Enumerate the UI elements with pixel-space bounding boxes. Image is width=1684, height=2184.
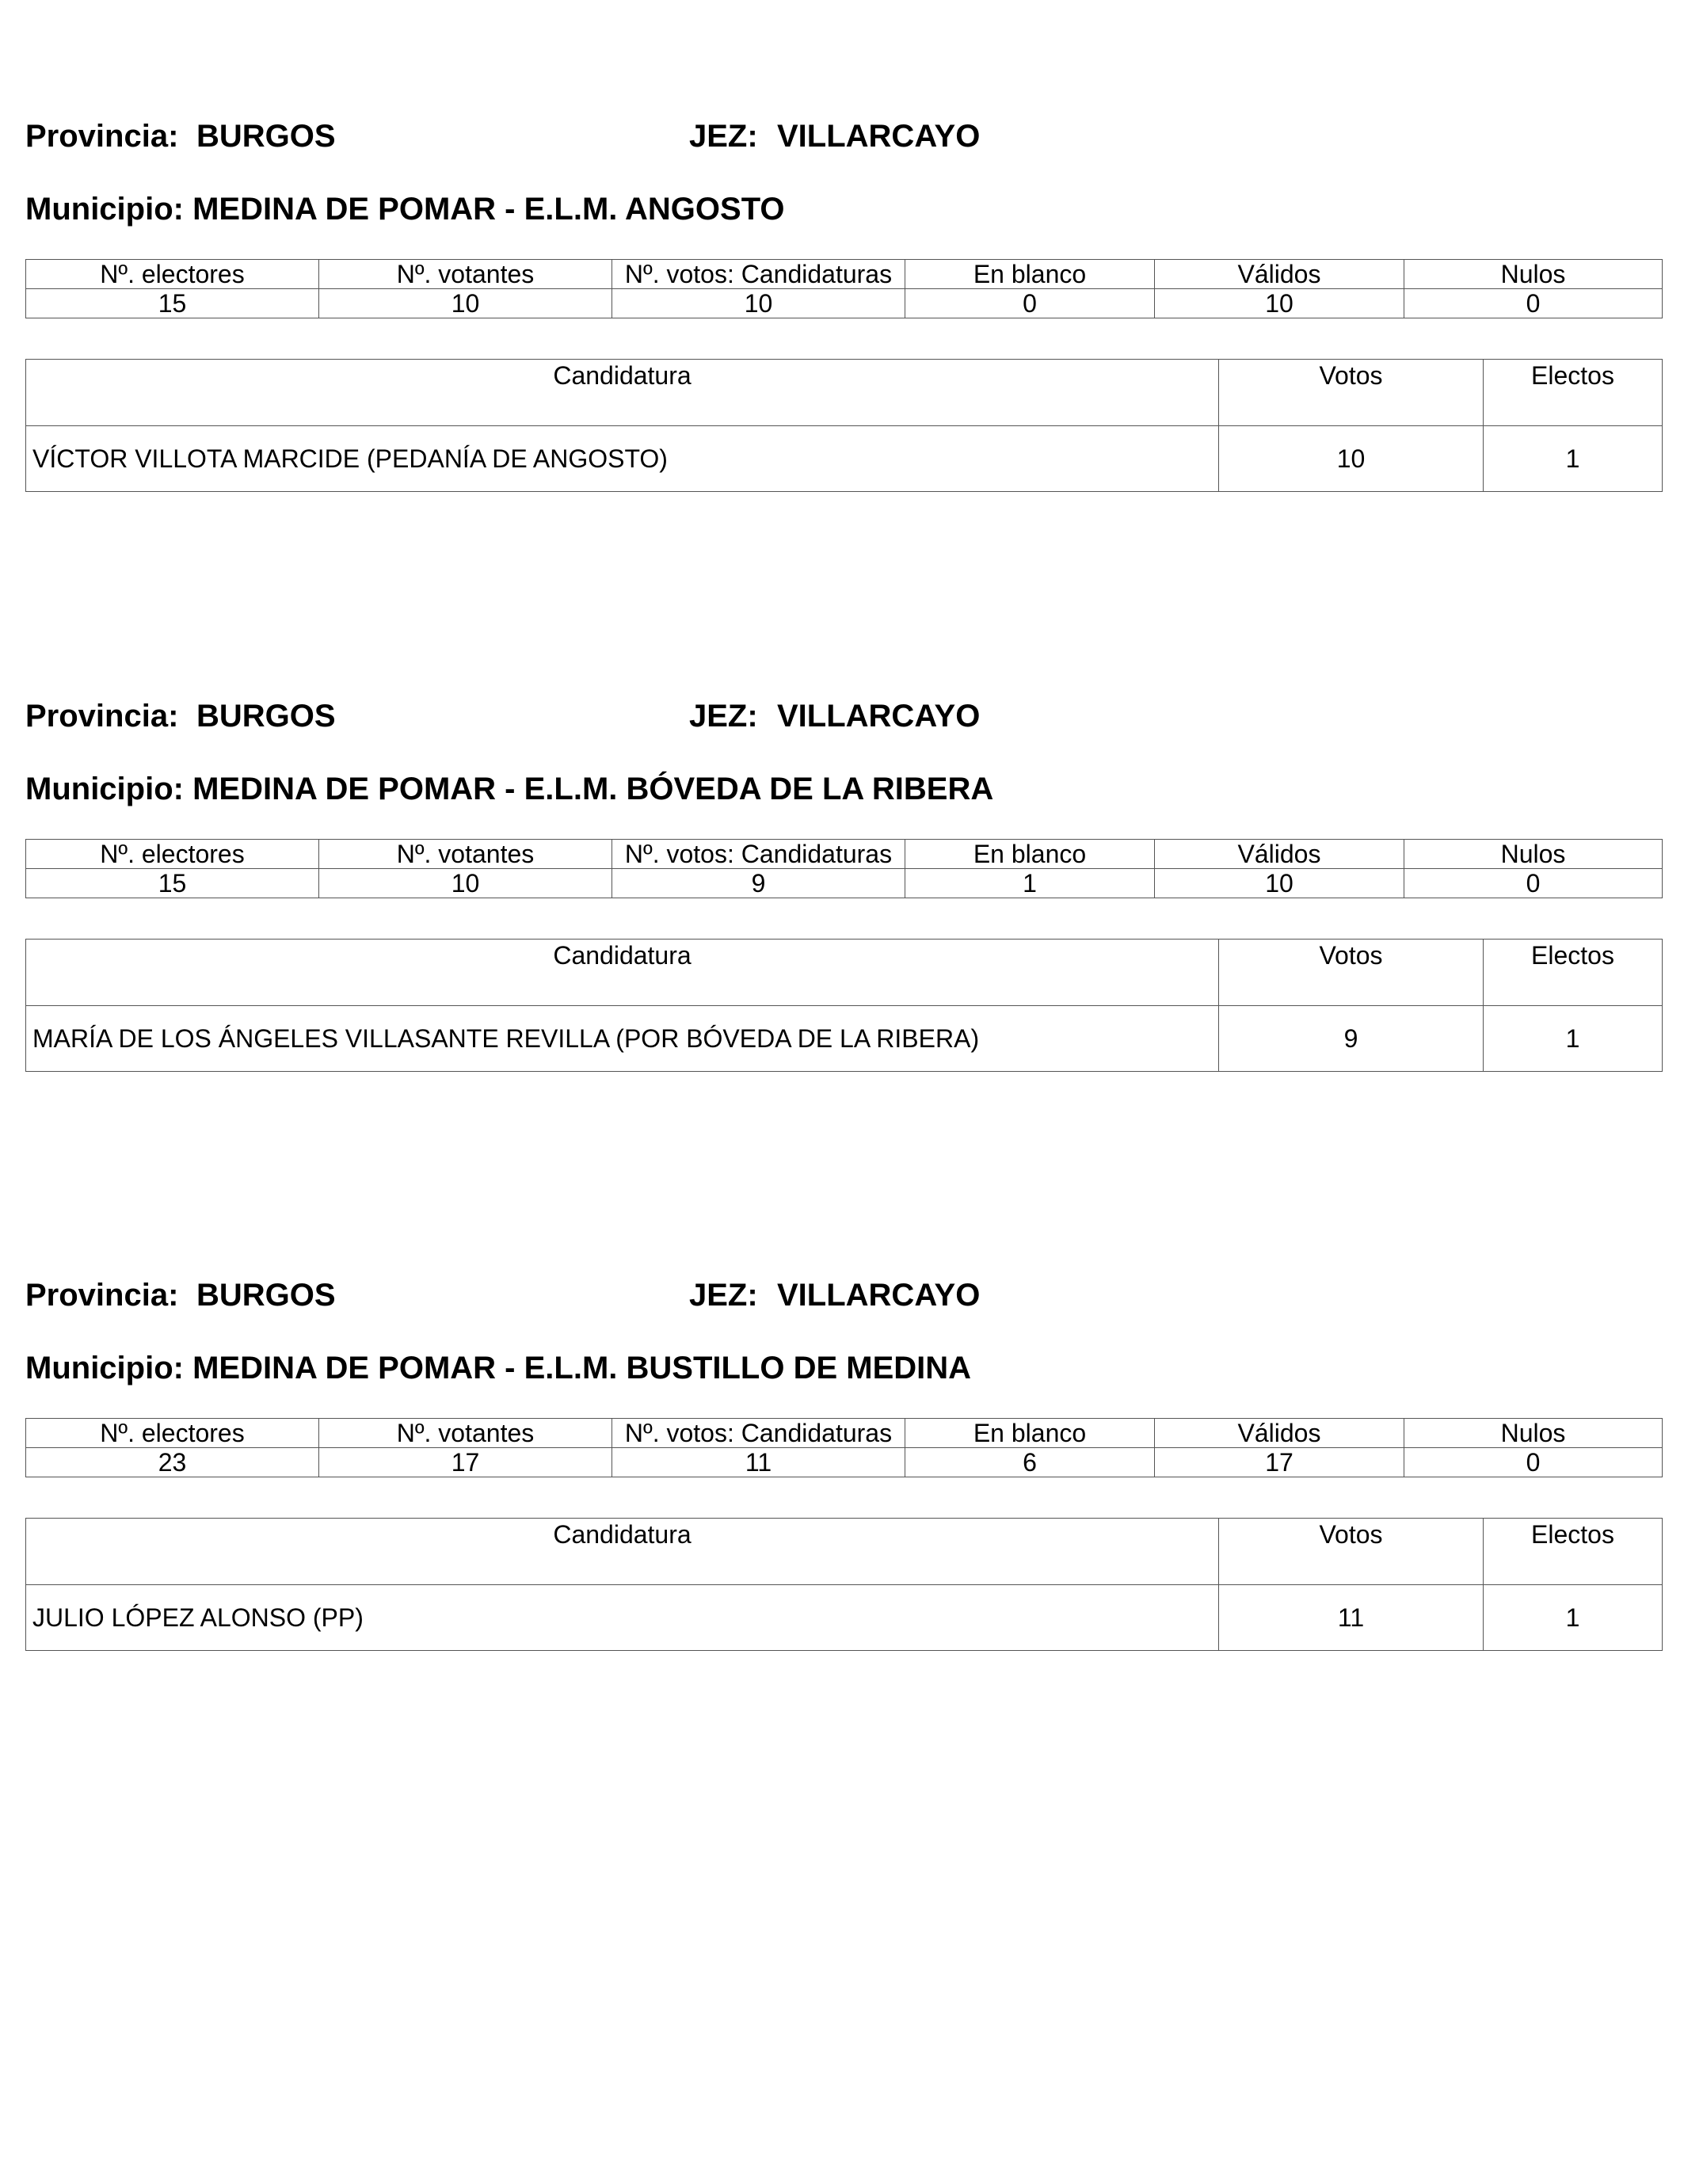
section-header [25, 119, 1662, 166]
header-votos-candidaturas: Nº. votos: Candidaturas [612, 840, 905, 869]
stats-value-row [26, 289, 1663, 318]
candidatura-votos: 11 [1219, 1585, 1484, 1651]
section-angosto [25, 119, 1662, 473]
section-header [25, 1278, 1662, 1325]
header-electos: Electos [1484, 1519, 1663, 1585]
municipio-label: Municipio: [25, 772, 184, 806]
value-votos-candidaturas: 9 [612, 869, 905, 898]
jez-label: JEZ: [689, 119, 758, 154]
header-votantes: Nº. votantes [319, 1419, 612, 1448]
jez-label: JEZ: [689, 699, 758, 734]
municipio-line [25, 1351, 971, 1386]
header-validos: Válidos [1155, 840, 1404, 869]
value-en-blanco: 1 [905, 869, 1155, 898]
value-votos-candidaturas: 11 [612, 1448, 905, 1477]
candidatura-name: VÍCTOR VILLOTA MARCIDE (PEDANÍA DE ANGOSTO) [26, 426, 1219, 492]
provincia-value: BURGOS [196, 699, 336, 734]
municipio-label: Municipio: [25, 192, 184, 227]
municipio-line [25, 192, 785, 227]
candidatura-row [26, 426, 1663, 492]
header-votos-candidaturas: Nº. votos: Candidaturas [612, 260, 905, 289]
header-nulos: Nulos [1404, 1419, 1663, 1448]
header-candidatura: Candidatura [26, 360, 1219, 426]
value-electores: 23 [26, 1448, 319, 1477]
value-validos: 10 [1155, 869, 1404, 898]
header-votos: Votos [1219, 1519, 1484, 1585]
candidatura-table [25, 939, 1663, 1072]
municipio-line [25, 772, 993, 807]
stats-table [25, 839, 1663, 898]
header-validos: Válidos [1155, 260, 1404, 289]
candidatura-header-row [26, 360, 1663, 426]
value-en-blanco: 0 [905, 289, 1155, 318]
candidatura-table [25, 359, 1663, 492]
header-votos: Votos [1219, 360, 1484, 426]
header-electores: Nº. electores [26, 260, 319, 289]
value-en-blanco: 6 [905, 1448, 1155, 1477]
value-votantes: 10 [319, 289, 612, 318]
header-votos-candidaturas: Nº. votos: Candidaturas [612, 1419, 905, 1448]
header-electores: Nº. electores [26, 840, 319, 869]
candidatura-row [26, 1006, 1663, 1072]
candidatura-electos: 1 [1484, 1006, 1663, 1072]
header-nulos: Nulos [1404, 840, 1663, 869]
municipio-value: MEDINA DE POMAR - E.L.M. BUSTILLO DE MEDINA [192, 1351, 972, 1385]
jez-label: JEZ: [689, 1278, 758, 1313]
provincia-label: Provincia: [25, 119, 179, 154]
candidatura-name: JULIO LÓPEZ ALONSO (PP) [26, 1585, 1219, 1651]
candidatura-header-row [26, 940, 1663, 1006]
header-electores: Nº. electores [26, 1419, 319, 1448]
header-votos: Votos [1219, 940, 1484, 1006]
header-validos: Válidos [1155, 1419, 1404, 1448]
header-en-blanco: En blanco [905, 1419, 1155, 1448]
municipio-value: MEDINA DE POMAR - E.L.M. BÓVEDA DE LA RIBERA [192, 772, 994, 806]
stats-value-row [26, 1448, 1663, 1477]
jez-value: VILLARCAYO [777, 1278, 981, 1313]
header-nulos: Nulos [1404, 260, 1663, 289]
header-candidatura: Candidatura [26, 940, 1219, 1006]
stats-header-row [26, 840, 1663, 869]
value-nulos: 0 [1404, 1448, 1663, 1477]
value-validos: 17 [1155, 1448, 1404, 1477]
stats-table [25, 1418, 1663, 1477]
section-header [25, 699, 1662, 746]
header-en-blanco: En blanco [905, 260, 1155, 289]
stats-header-row [26, 1419, 1663, 1448]
candidatura-electos: 1 [1484, 426, 1663, 492]
jez-value: VILLARCAYO [777, 699, 981, 734]
municipio-value: MEDINA DE POMAR - E.L.M. ANGOSTO [192, 192, 785, 227]
stats-value-row [26, 869, 1663, 898]
candidatura-votos: 9 [1219, 1006, 1484, 1072]
header-votantes: Nº. votantes [319, 260, 612, 289]
stats-header-row [26, 260, 1663, 289]
provincia-label: Provincia: [25, 699, 179, 734]
provincia-value: BURGOS [196, 1278, 336, 1313]
value-votantes: 17 [319, 1448, 612, 1477]
section-bustillo-de-medina [25, 1278, 1662, 1632]
provincia-value: BURGOS [196, 119, 336, 154]
value-electores: 15 [26, 289, 319, 318]
section-boveda-de-la-ribera [25, 699, 1662, 1053]
municipio-label: Municipio: [25, 1351, 184, 1385]
value-electores: 15 [26, 869, 319, 898]
header-electos: Electos [1484, 360, 1663, 426]
value-votos-candidaturas: 10 [612, 289, 905, 318]
header-electos: Electos [1484, 940, 1663, 1006]
candidatura-row [26, 1585, 1663, 1651]
header-votantes: Nº. votantes [319, 840, 612, 869]
header-candidatura: Candidatura [26, 1519, 1219, 1585]
value-votantes: 10 [319, 869, 612, 898]
jez-value: VILLARCAYO [777, 119, 981, 154]
value-nulos: 0 [1404, 869, 1663, 898]
value-nulos: 0 [1404, 289, 1663, 318]
candidatura-table [25, 1518, 1663, 1651]
header-en-blanco: En blanco [905, 840, 1155, 869]
candidatura-electos: 1 [1484, 1585, 1663, 1651]
candidatura-name: MARÍA DE LOS ÁNGELES VILLASANTE REVILLA (POR BÓVEDA DE LA RIBERA) [26, 1006, 1219, 1072]
candidatura-votos: 10 [1219, 426, 1484, 492]
provincia-label: Provincia: [25, 1278, 179, 1313]
candidatura-header-row [26, 1519, 1663, 1585]
value-validos: 10 [1155, 289, 1404, 318]
stats-table [25, 259, 1663, 318]
